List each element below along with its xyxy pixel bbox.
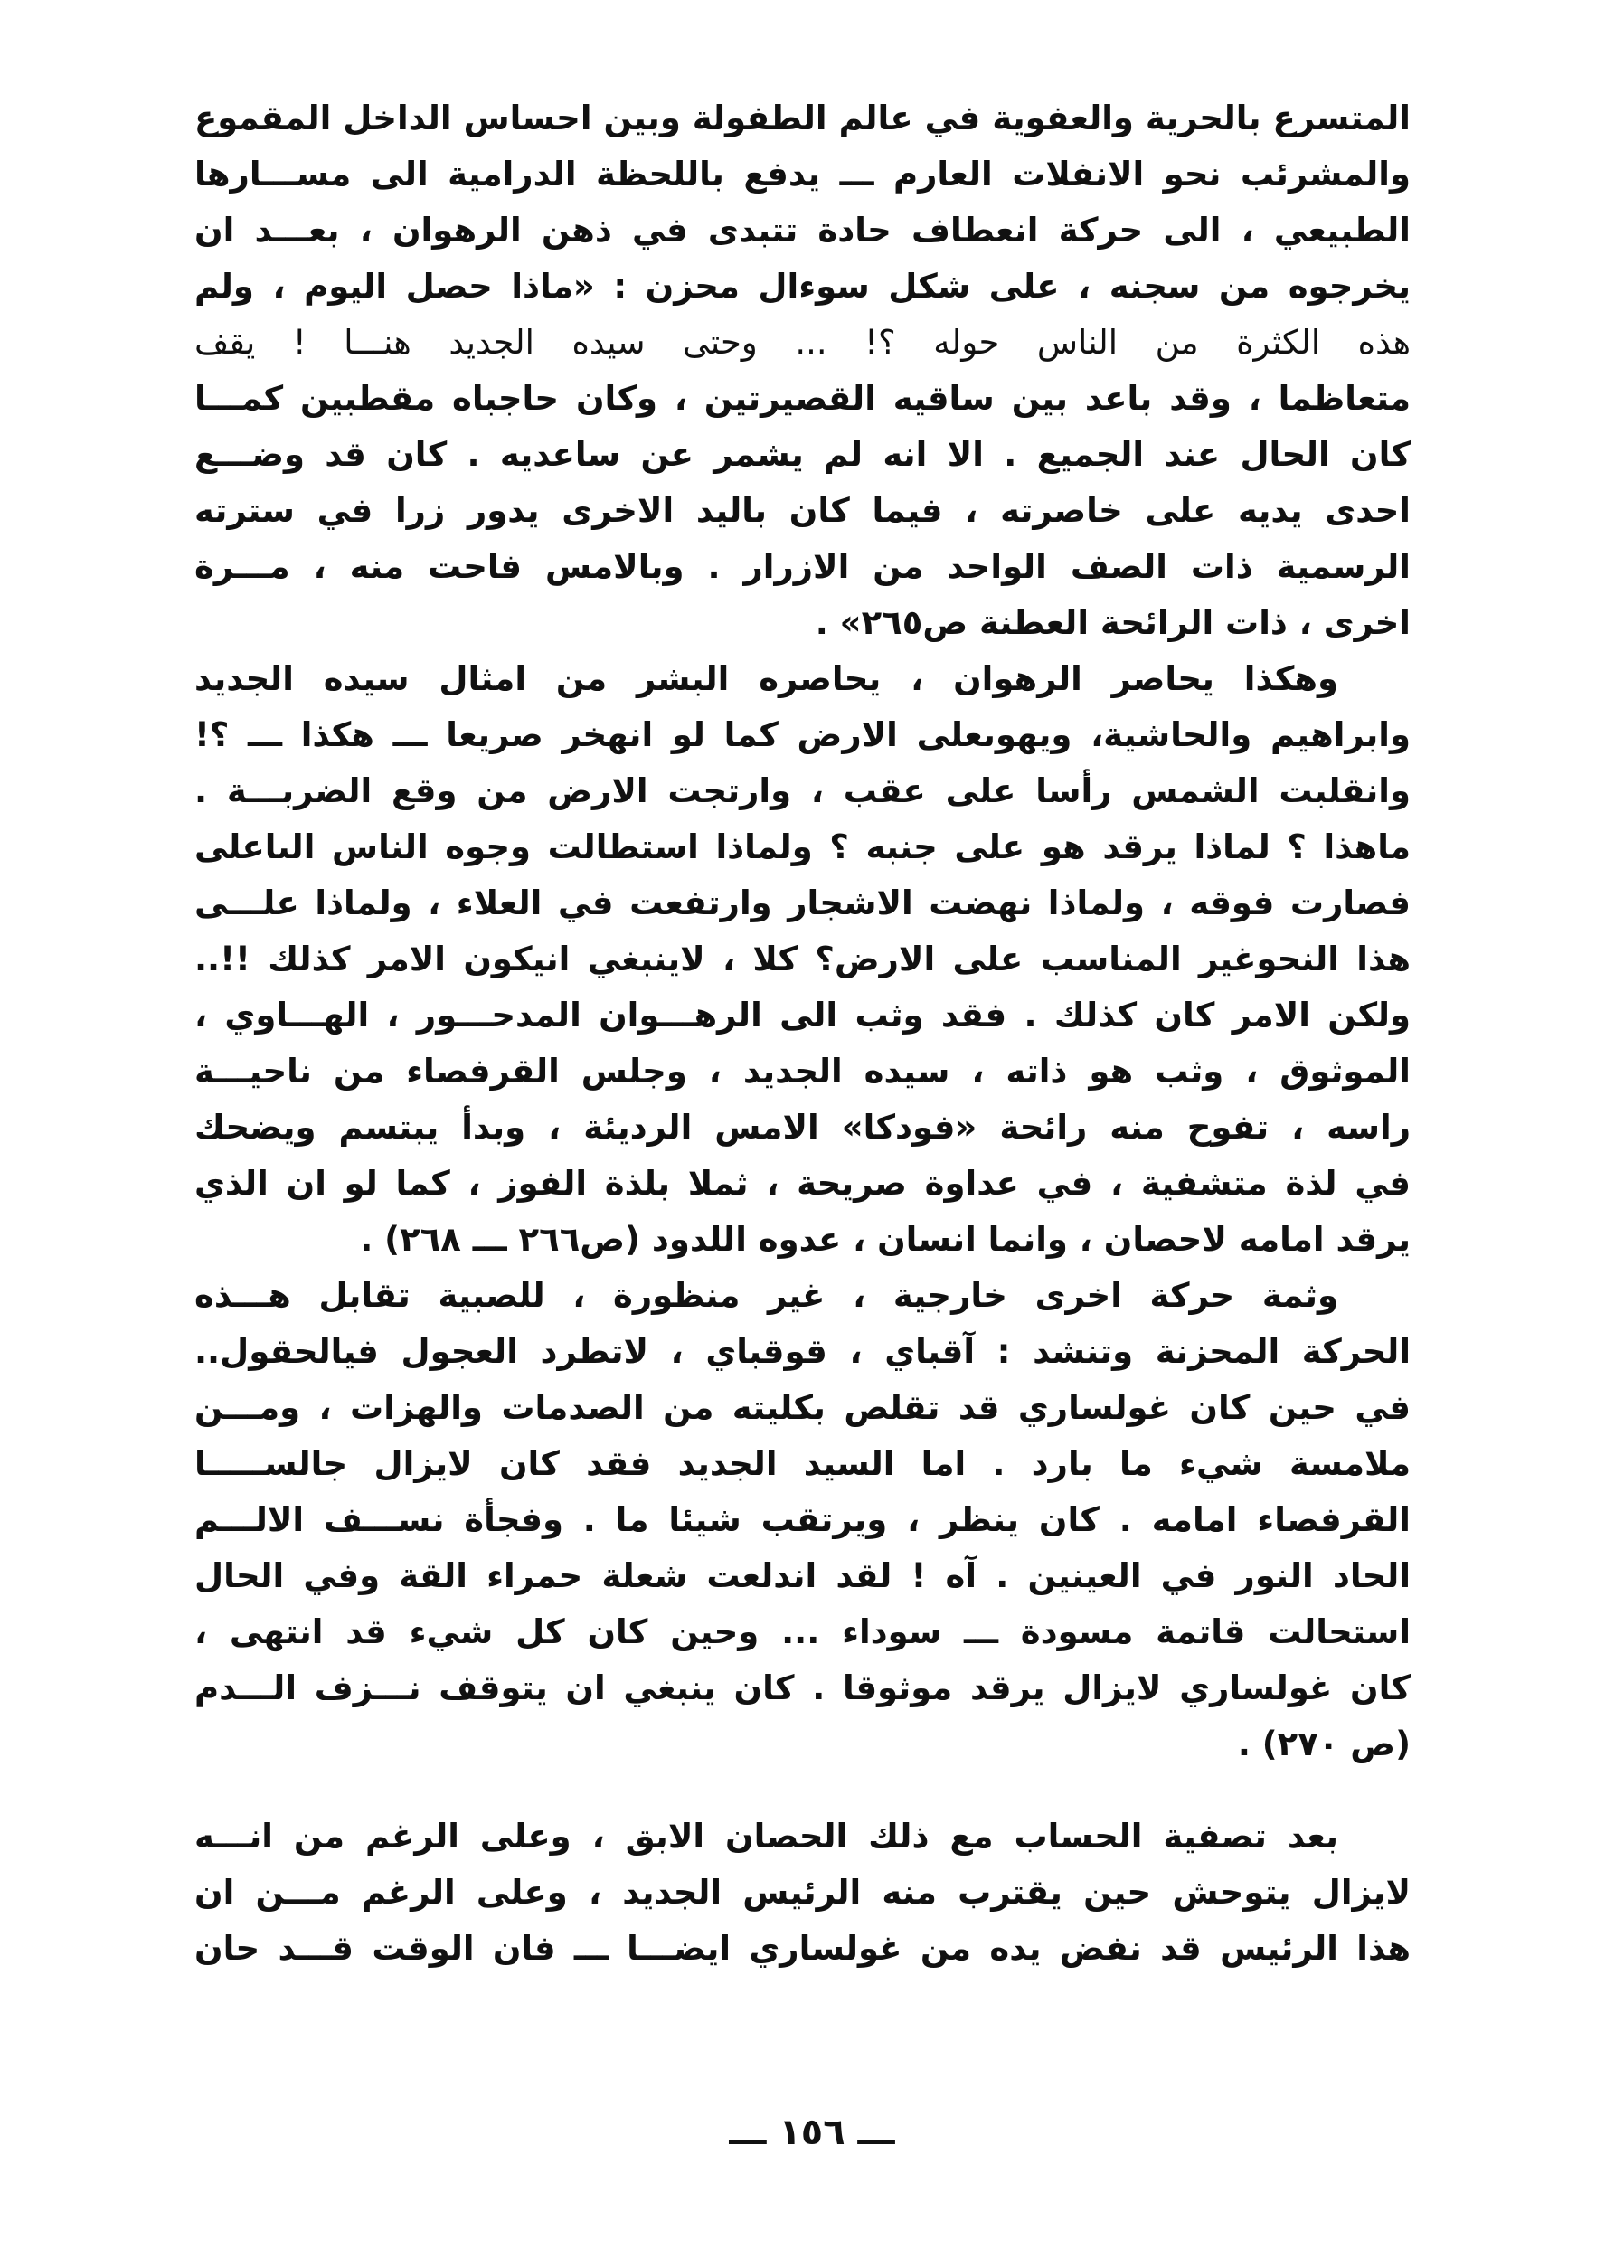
text-line: ولكن الامر كان كذلك . فقد وثب الى الرهـــوان المدحـــور ، الهـــاوي ،: [194, 996, 1411, 1035]
text-line: وهكذا يحاصر الرهوان ، يحاصره البشر من امثال سيده الجديد: [194, 659, 1338, 698]
text-line: استحالت قاتمة مسودة ـــ سوداء ... وحين كان كل شيء قد انتهى ،: [194, 1612, 1411, 1651]
text-line: القرفصاء امامه . كان ينظر ، ويرتقب شيئا ما . وفجأة نســـف الالـــم: [194, 1500, 1411, 1539]
paragraph-3: [194, 1268, 1411, 1772]
text-line: راسه ، تفوح منه رائحة «فودكا» الامس الرديئة ، وبدأ يبتسم ويضحك: [194, 1108, 1411, 1147]
text-line: الموثوق ، وثب هو ذاته ، سيده الجديد ، وجلس القرفصاء من ناحيـــة: [194, 1052, 1411, 1091]
text-line: كان غولساري لايزال يرقد موثوقا . كان ينبغي ان يتوقف نـــزف الـــدم: [194, 1668, 1411, 1707]
text-line: فصارت فوقه ، ولماذا نهضت الاشجار وارتفعت في العلاء ، ولماذا علـــى: [194, 884, 1411, 922]
text-line: يرقد امامه لاحصان ، وانما انسان ، عدوه اللدود (ص٢٦٦ ـــ ٢٦٨) .: [360, 1220, 1411, 1259]
text-line: المتسرع بالحرية والعفوية في عالم الطفولة وبين احساس الداخل المقموع: [194, 99, 1411, 137]
text-line: اخرى ، ذات الرائحة العطنة ص٢٦٥» .: [815, 603, 1411, 642]
paragraph-1: [194, 90, 1411, 651]
text-line: هذا النحوغير المناسب على الارض؟ كلا ، لاينبغي انيكون الامر كذلك !!..: [194, 940, 1411, 978]
text-line: الطبيعي ، الى حركة انعطاف حادة تتبدى في ذهن الرهوان ، بعـــد ان: [194, 211, 1411, 250]
text-line: هذا الرئيس قد نفض يده من غولساري ايضـــا ـــ فان الوقت قـــد حان: [194, 1929, 1411, 1968]
text-line: متعاظما ، وقد باعد بين ساقيه القصيرتين ، وكان حاجباه مقطبين كمـــا: [194, 379, 1411, 418]
paragraph-gap: [194, 1772, 1411, 1809]
text-line: وانقلبت الشمس رأسا على عقب ، وارتجت الارض من وقع الضربـــة .: [194, 771, 1411, 810]
text-line: ماهذا ؟ لماذا يرقد هو على جنبه ؟ ولماذا استطالت وجوه الناس الىاعلى: [194, 827, 1411, 866]
text-line: هذه الكثرة من الناس حوله ؟! ... وحتى سيده الجديد هنـــا ! يقف: [194, 323, 1411, 362]
text-line: احدى يديه على خاصرته ، فيما كان باليد الاخرى يدور زرا في سترته: [194, 491, 1411, 530]
text-line: والمشرئب نحو الانفلات العارم ـــ يدفع باللحظة الدرامية الى مســـارها: [194, 155, 1411, 194]
text-line: (ص ٢٧٠) .: [1237, 1725, 1411, 1763]
text-line: يخرجوه من سجنه ، على شكل سوءال محزن : «ماذا حصل اليوم ، ولم: [194, 267, 1411, 306]
text-line: كان الحال عند الجميع . الا انه لم يشمر عن ساعديه . كان قد وضـــع: [194, 435, 1411, 474]
document-page: [194, 90, 1411, 2170]
text-line: بعد تصفية الحساب مع ذلك الحصان الابق ، وعلى الرغم من انـــه: [194, 1817, 1338, 1856]
text-line: الحاد النور في العينين . آه ! لقد اندلعت شعلة حمراء القة وفي الحال: [194, 1556, 1411, 1595]
text-line: ملامسة شيء ما بارد . اما السيد الجديد فقد كان لايزال جالســـــا: [194, 1444, 1411, 1483]
paragraph-4: [194, 1809, 1411, 1977]
text-line: وابراهيم والحاشية، ويهوىعلى الارض كما لو انهخر صريعا ـــ هكذا ـــ ؟!: [194, 715, 1411, 754]
text-line: الحركة المحزنة وتنشد : آقباي ، قوقباي ، لاتطرد العجول فيالحقول..: [194, 1332, 1411, 1371]
text-line: في لذة متشفية ، في عداوة صريحة ، ثملا بلذة الفوز ، كما لو ان الذي: [194, 1164, 1411, 1203]
text-line: لايزال يتوحش حين يقترب منه الرئيس الجديد ، وعلى الرغم مـــن ان: [194, 1873, 1411, 1912]
paragraph-2: [194, 651, 1411, 1268]
text-line: وثمة حركة اخرى خارجية ، غير منظورة ، للصبية تقابل هـــذه: [194, 1276, 1338, 1315]
page-number: ـــ ١٥٦ ـــ: [729, 2112, 895, 2153]
text-line: الرسمية ذات الصف الواحد من الازرار . وبالامس فاحت منه ، مـــرة: [194, 547, 1411, 586]
text-line: في حين كان غولساري قد تقلص بكليته من الصدمات والهزات ، ومـــن: [194, 1388, 1411, 1427]
